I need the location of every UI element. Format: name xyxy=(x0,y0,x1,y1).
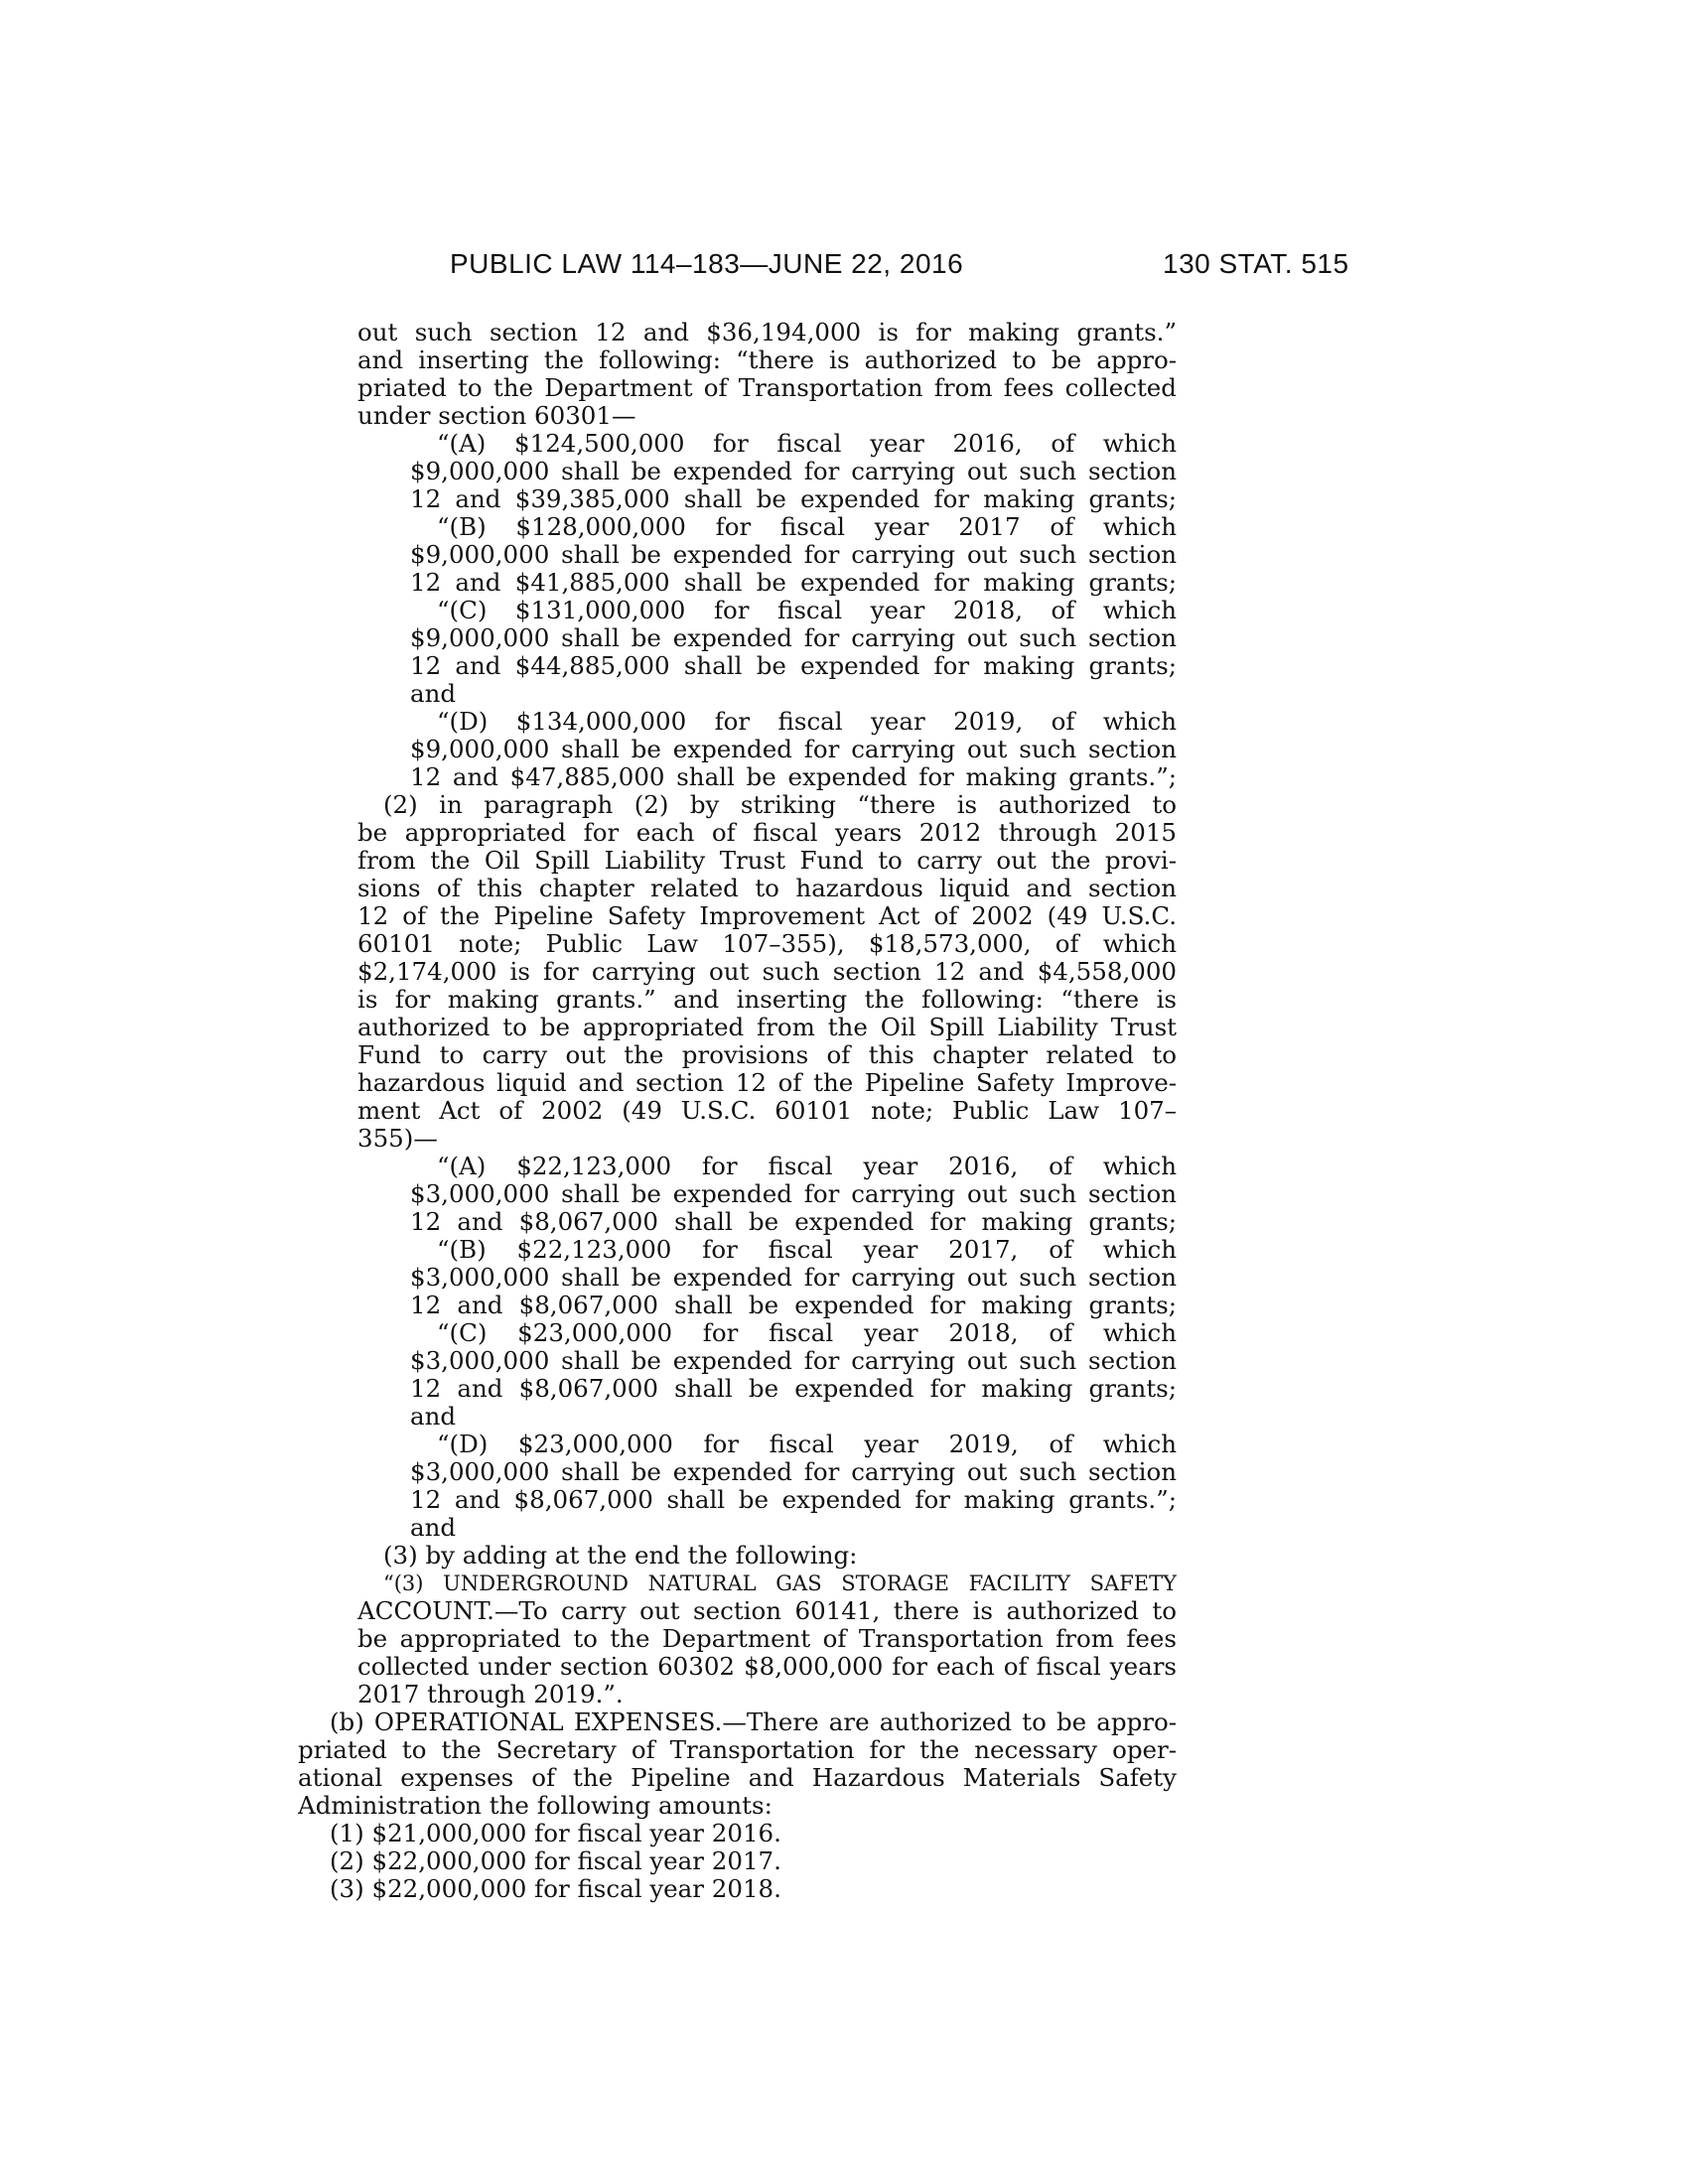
text-line: (2) $22,000,000 for fiscal year 2017. xyxy=(330,1847,781,1875)
text-line: 12 and $8,067,000 shall be expended for making grants.”; xyxy=(410,1486,1177,1514)
text-line: be appropriated for each of fiscal years 2012 through 2015 xyxy=(357,819,1177,847)
text-line: under section 60301— xyxy=(357,402,636,430)
running-head-title: PUBLIC LAW 114–183—JUNE 22, 2016 xyxy=(450,248,964,279)
text-line: $9,000,000 shall be expended for carrying out such section xyxy=(410,624,1177,652)
text-line: $9,000,000 shall be expended for carrying out such section xyxy=(410,736,1177,763)
text-line: (2) in paragraph (2) by striking “there is authorized to xyxy=(383,791,1177,819)
text-line: ment Act of 2002 (49 U.S.C. 60101 note; Public Law 107– xyxy=(357,1097,1177,1125)
text-line: out such section 12 and $36,194,000 is for making grants.” xyxy=(357,319,1177,346)
text-line: “(B) $22,123,000 for fiscal year 2017, of which xyxy=(437,1236,1177,1264)
text-line: is for making grants.” and inserting the following: “there is xyxy=(357,986,1177,1014)
text-line: priated to the Secretary of Transportation for the necessary oper- xyxy=(298,1736,1177,1764)
text-line: hazardous liquid and section 12 of the Pipeline Safety Improve- xyxy=(357,1069,1177,1097)
text-line: “(A) $22,123,000 for fiscal year 2016, of which xyxy=(437,1153,1177,1180)
text-line: 12 and $8,067,000 shall be expended for making grants; xyxy=(410,1375,1177,1403)
text-line: “(C) $131,000,000 for fiscal year 2018, of which xyxy=(437,597,1177,624)
text-line: from the Oil Spill Liability Trust Fund to carry out the provi- xyxy=(357,847,1177,875)
text-line: (3) by adding at the end the following: xyxy=(383,1542,858,1570)
text-line: 12 and $44,885,000 shall be expended for making grants; xyxy=(410,652,1177,680)
text-line: Fund to carry out the provisions of this chapter related to xyxy=(357,1041,1177,1069)
text-line: (b) OPERATIONAL EXPENSES.—There are authorized to be appro- xyxy=(330,1708,1177,1736)
text-line: and xyxy=(410,680,457,708)
text-line: and inserting the following: “there is authorized to be appro- xyxy=(357,346,1177,374)
text-line: sions of this chapter related to hazardous liquid and section xyxy=(357,875,1177,902)
text-line: “(3) UNDERGROUND NATURAL GAS STORAGE FACILITY SAFETY xyxy=(383,1571,1177,1595)
text-line: 12 and $8,067,000 shall be expended for making grants; xyxy=(410,1208,1177,1236)
text-line: (1) $21,000,000 for fiscal year 2016. xyxy=(330,1820,781,1847)
text-line: ational expenses of the Pipeline and Hazardous Materials Safety xyxy=(298,1764,1177,1792)
text-line: collected under section 60302 $8,000,000 for each of fiscal years xyxy=(357,1653,1177,1681)
text-line: $3,000,000 shall be expended for carrying out such section xyxy=(410,1458,1177,1486)
text-line: 12 of the Pipeline Safety Improvement Act of 2002 (49 U.S.C. xyxy=(357,902,1177,930)
text-line: priated to the Department of Transportation from fees collected xyxy=(357,374,1177,402)
text-line: “(D) $134,000,000 for fiscal year 2019, of which xyxy=(437,708,1177,736)
text-line: (3) $22,000,000 for fiscal year 2018. xyxy=(330,1875,781,1903)
text-line: 60101 note; Public Law 107–355), $18,573,000, of which xyxy=(357,930,1177,958)
text-line: “(D) $23,000,000 for fiscal year 2019, of which xyxy=(437,1431,1177,1458)
text-line: and xyxy=(410,1514,457,1542)
text-line: $3,000,000 shall be expended for carrying out such section xyxy=(410,1347,1177,1375)
statute-page-number: 130 STAT. 515 xyxy=(1163,248,1349,279)
text-line: “(C) $23,000,000 for fiscal year 2018, of which xyxy=(437,1319,1177,1347)
text-line: “(A) $124,500,000 for fiscal year 2016, of which xyxy=(437,430,1177,458)
text-line: and xyxy=(410,1403,457,1431)
text-line: be appropriated to the Department of Transportation from fees xyxy=(357,1625,1177,1653)
text-line: $2,174,000 is for carrying out such section 12 and $4,558,000 xyxy=(357,958,1177,986)
text-line: 12 and $41,885,000 shall be expended for making grants; xyxy=(410,569,1177,597)
text-line: $3,000,000 shall be expended for carrying out such section xyxy=(410,1264,1177,1292)
text-line: “(B) $128,000,000 for fiscal year 2017 of which xyxy=(437,513,1177,541)
text-line: 12 and $39,385,000 shall be expended for making grants; xyxy=(410,485,1177,513)
text-line: 2017 through 2019.”. xyxy=(357,1681,624,1708)
text-line: $3,000,000 shall be expended for carrying out such section xyxy=(410,1180,1177,1208)
page-header xyxy=(0,248,1688,288)
text-line: 12 and $8,067,000 shall be expended for making grants; xyxy=(410,1292,1177,1319)
text-line: $9,000,000 shall be expended for carrying out such section xyxy=(410,541,1177,569)
text-line: authorized to be appropriated from the Oil Spill Liability Trust xyxy=(357,1014,1177,1041)
text-line: $9,000,000 shall be expended for carrying out such section xyxy=(410,458,1177,485)
text-line: Administration the following amounts: xyxy=(298,1792,773,1820)
text-line: 12 and $47,885,000 shall be expended for making grants.”; xyxy=(410,763,1177,791)
text-line: ACCOUNT.—To carry out section 60141, there is authorized to xyxy=(357,1597,1177,1625)
text-line: 355)— xyxy=(357,1125,438,1153)
